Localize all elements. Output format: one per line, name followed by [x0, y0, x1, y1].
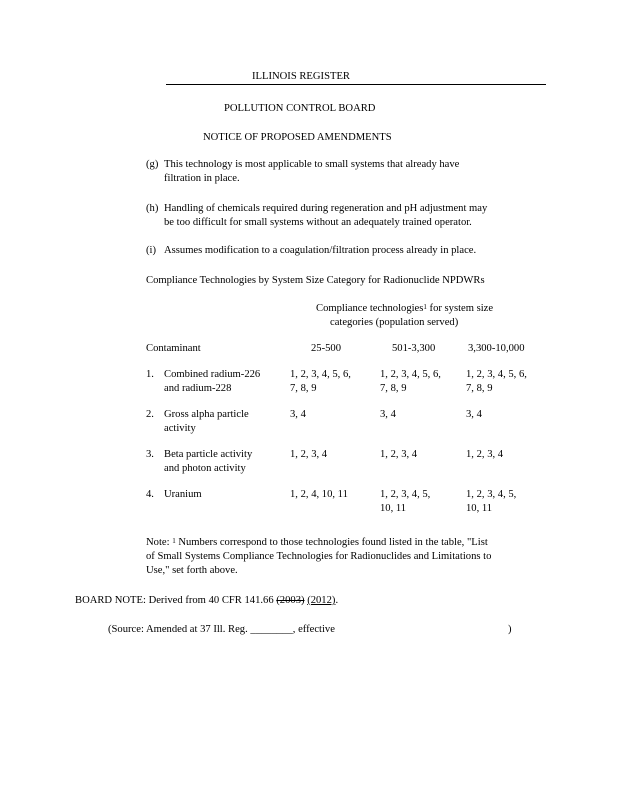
- register-title: ILLINOIS REGISTER: [252, 71, 350, 82]
- table-group-header: [316, 302, 493, 316]
- cell-3300-10000: 7, 8, 9: [466, 383, 493, 394]
- footnote-g-line: filtration in place.: [164, 173, 240, 184]
- cell-25-500: 1, 2, 4, 10, 11: [290, 489, 348, 500]
- notice-title: NOTICE OF PROPOSED AMENDMENTS: [203, 132, 392, 143]
- column-header-3300-10000: 3,300-10,000: [468, 343, 525, 354]
- footnote-i-label: (i): [146, 245, 156, 256]
- column-header-25-500: 25-500: [311, 343, 342, 354]
- footnote-i-line: Assumes modification to a coagulation/filtration process already in place.: [164, 245, 477, 256]
- note-text: Numbers correspond to those technologies found listed in the table, "List: [175, 537, 488, 548]
- table-row-number: 1.: [146, 369, 154, 380]
- footnote-h-label: (h): [146, 203, 159, 214]
- board-note: [75, 594, 338, 608]
- source-line: (Source: Amended at 37 Ill. Reg. ________, effective: [108, 624, 335, 635]
- board-note-struck-year: (2003): [276, 595, 305, 606]
- cell-501-3300: 1, 2, 3, 4: [380, 449, 418, 460]
- footnote-h-line: Handling of chemicals required during regeneration and pH adjustment may: [164, 203, 488, 214]
- cell-3300-10000: 1, 2, 3, 4, 5,: [466, 489, 517, 500]
- cell-501-3300: 10, 11: [380, 503, 407, 514]
- cell-25-500: 1, 2, 3, 4, 5, 6,: [290, 369, 351, 380]
- contaminant-name: activity: [164, 423, 196, 434]
- cell-501-3300: 3, 4: [380, 409, 396, 420]
- note-superscript: 1: [172, 537, 176, 545]
- source-close-paren: ): [508, 624, 512, 635]
- table-row-number: 2.: [146, 409, 154, 420]
- cell-3300-10000: 1, 2, 3, 4, 5, 6,: [466, 369, 527, 380]
- footnote-g-label: (g): [146, 159, 159, 170]
- cell-25-500: 3, 4: [290, 409, 306, 420]
- contaminant-name: Beta particle activity: [164, 449, 253, 460]
- group-header-superscript: 1: [423, 303, 427, 311]
- column-header-contaminant: Contaminant: [146, 343, 201, 354]
- contaminant-name: Uranium: [164, 489, 202, 500]
- table-row-number: 4.: [146, 489, 154, 500]
- contaminant-name: and radium-228: [164, 383, 232, 394]
- header-rule: [166, 84, 546, 85]
- cell-3300-10000: 3, 4: [466, 409, 482, 420]
- footnote-h-line: be too difficult for small systems without an adequately trained operator.: [164, 217, 472, 228]
- cell-3300-10000: 1, 2, 3, 4: [466, 449, 504, 460]
- table-note-line3: Use," set forth above.: [146, 565, 238, 576]
- table-note-line1: [146, 536, 488, 550]
- cell-501-3300: 7, 8, 9: [380, 383, 407, 394]
- table-group-header-line2: categories (population served): [330, 317, 459, 328]
- cell-25-500: 1, 2, 3, 4: [290, 449, 328, 460]
- board-note-end: .: [335, 595, 339, 606]
- contaminant-name: Gross alpha particle: [164, 409, 249, 420]
- group-header-text: Compliance technologies: [316, 303, 424, 314]
- contaminant-name: and photon activity: [164, 463, 246, 474]
- group-header-suffix: for system size: [426, 303, 494, 314]
- board-note-new-year: (2012): [307, 595, 336, 606]
- cell-3300-10000: 10, 11: [466, 503, 493, 514]
- column-header-501-3300: 501-3,300: [392, 343, 436, 354]
- cell-25-500: 7, 8, 9: [290, 383, 317, 394]
- note-prefix: Note:: [146, 537, 170, 548]
- table-note-line2: of Small Systems Compliance Technologies for Radionuclides and Limitations to: [146, 551, 492, 562]
- board-note-text: BOARD NOTE: Derived from 40 CFR 141.66: [75, 595, 277, 606]
- cell-501-3300: 1, 2, 3, 4, 5, 6,: [380, 369, 441, 380]
- footnote-g-line: This technology is most applicable to small systems that already have: [164, 159, 460, 170]
- board-title: POLLUTION CONTROL BOARD: [224, 103, 376, 114]
- contaminant-name: Combined radium-226: [164, 369, 261, 380]
- table-row-number: 3.: [146, 449, 154, 460]
- table-title: Compliance Technologies by System Size Category for Radionuclide NPDWRs: [146, 275, 485, 286]
- cell-501-3300: 1, 2, 3, 4, 5,: [380, 489, 431, 500]
